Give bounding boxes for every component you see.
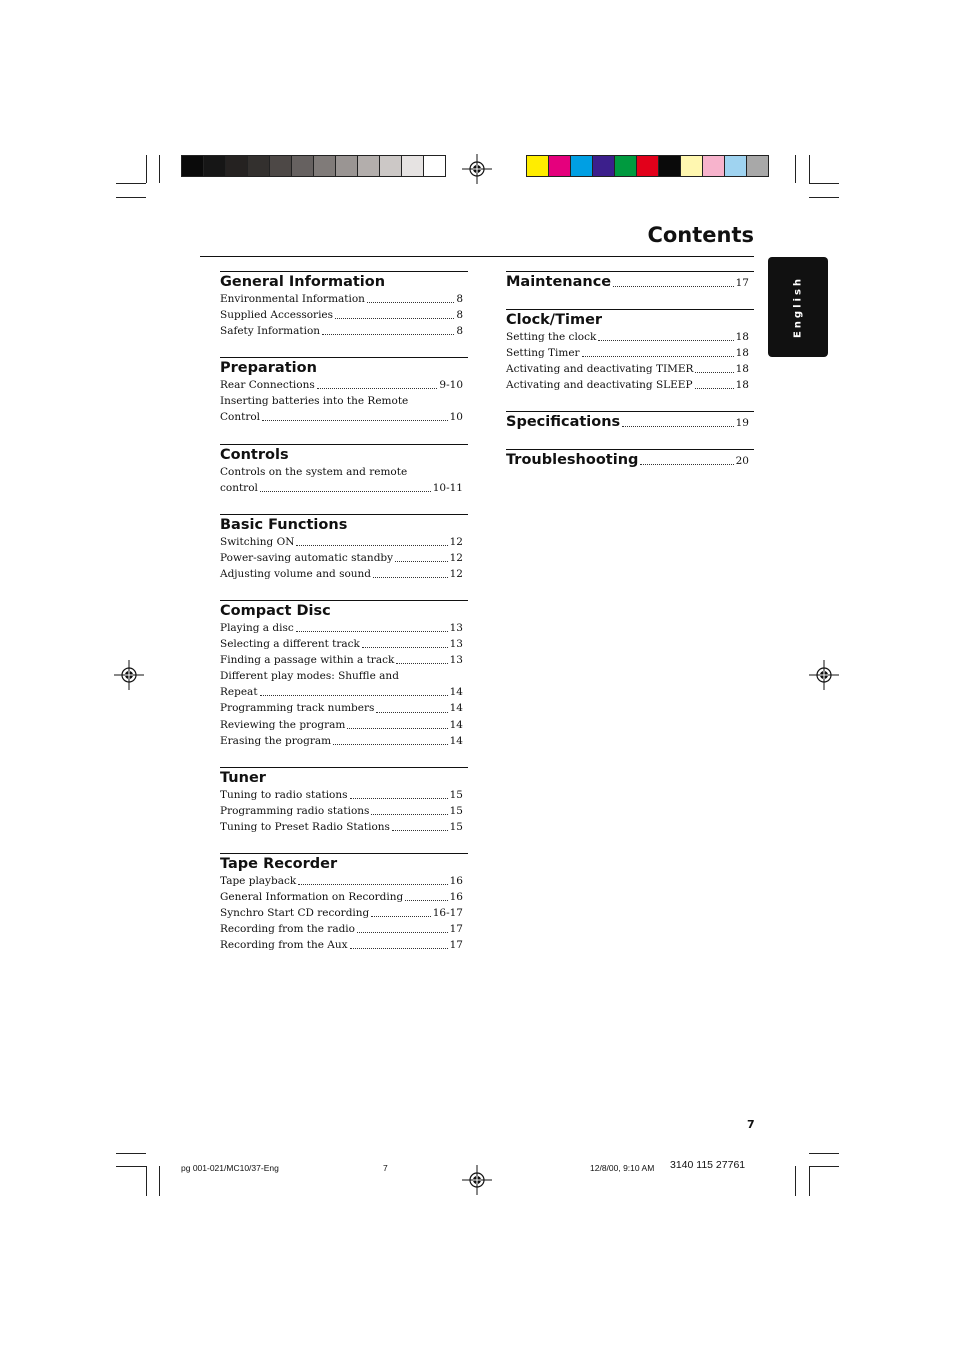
toc-entry-page: 18 xyxy=(735,347,749,360)
section-heading: Preparation xyxy=(220,360,317,376)
grayscale-swatch xyxy=(270,156,292,176)
toc-entry-label: Switching ON xyxy=(220,536,295,548)
dot-leader xyxy=(260,694,448,696)
title-rule xyxy=(200,256,754,257)
toc-entry-label: Tape playback xyxy=(220,875,297,887)
toc-entry xyxy=(220,409,463,425)
toc-entry-label: Tuning to radio stations xyxy=(220,789,348,801)
section-heading: Troubleshooting xyxy=(506,452,639,468)
dot-leader xyxy=(322,333,454,335)
dot-leader xyxy=(373,576,448,578)
toc-entry-label: Environmental Information xyxy=(220,293,365,305)
toc-entry xyxy=(220,937,463,953)
toc-entry xyxy=(220,291,463,307)
toc-entry xyxy=(220,464,463,480)
page-number-footer: 7 xyxy=(747,1118,755,1131)
section-controls xyxy=(220,444,468,496)
section-preparation xyxy=(220,357,468,425)
toc-entry xyxy=(220,307,463,323)
section-compact-disc xyxy=(220,600,468,749)
toc-entry xyxy=(220,377,463,393)
toc-entry-label: Selecting a different track xyxy=(220,638,360,651)
toc-entry-label: Synchro Start CD recording xyxy=(220,907,370,920)
toc-entry-label: Erasing the program xyxy=(220,734,332,747)
toc-entry-label: Adjusting volume and sound xyxy=(220,568,372,581)
toc-entry-label: Setting Timer xyxy=(506,347,580,360)
color-swatch xyxy=(571,156,593,176)
dot-leader xyxy=(695,387,734,389)
section-heading: Maintenance xyxy=(506,274,612,290)
dot-leader xyxy=(296,630,448,632)
toc-entry-page: 18 xyxy=(735,331,749,343)
dot-leader xyxy=(335,317,454,319)
toc-entry xyxy=(220,550,463,566)
page-number: 19 xyxy=(735,417,749,429)
dot-leader xyxy=(333,743,448,745)
dot-leader xyxy=(317,387,438,389)
toc-entry-page: 9-10 xyxy=(439,379,463,391)
registration-mark-bottom-icon xyxy=(462,1165,492,1195)
page-number: 20 xyxy=(735,455,749,467)
grayscale-swatch xyxy=(314,156,336,176)
color-swatch xyxy=(659,156,681,176)
color-swatch xyxy=(747,156,768,176)
toc-entry xyxy=(220,733,463,749)
page-number: 17 xyxy=(735,277,749,289)
toc-entry-label: Rear Connections xyxy=(220,379,315,391)
toc-entry-label: Supplied Accessories xyxy=(220,309,334,322)
toc-entry xyxy=(220,921,463,937)
toc-entry xyxy=(220,566,463,582)
dot-leader xyxy=(405,899,447,901)
footer-code: 3140 115 27761 xyxy=(670,1159,746,1171)
grayscale-swatch xyxy=(336,156,358,176)
toc-entry xyxy=(220,323,463,339)
toc-entry xyxy=(220,787,463,803)
footer-file: pg 001-021/MC10/37-Eng xyxy=(181,1163,279,1173)
toc-entry-label: Power-saving automatic standby xyxy=(220,552,394,565)
dot-leader xyxy=(396,662,447,664)
toc-entry xyxy=(220,803,463,819)
toc-entry xyxy=(220,873,463,889)
toc-entry-label: Inserting batteries into the Remote xyxy=(220,395,409,408)
dot-leader xyxy=(371,915,430,917)
dot-leader xyxy=(392,829,448,831)
section-specifications xyxy=(506,411,754,431)
toc-entry xyxy=(506,377,749,393)
toc-entry-label: Controls on the system and remote xyxy=(220,466,408,478)
dot-leader xyxy=(695,371,733,373)
section-basic-functions xyxy=(220,514,468,582)
toc-entry-label: Different play modes: Shuffle and xyxy=(220,670,399,683)
toc-entry-page: 13 xyxy=(449,654,463,667)
section-heading: Tape Recorder xyxy=(220,856,338,872)
toc-entry xyxy=(506,345,749,361)
dot-leader xyxy=(613,285,733,287)
dot-leader xyxy=(598,339,733,341)
color-swatch xyxy=(527,156,549,176)
color-swatch xyxy=(549,156,571,176)
registration-mark-right-icon xyxy=(809,660,839,690)
toc-entry-label: Safety Information xyxy=(220,325,321,338)
toc-entry xyxy=(506,329,749,345)
toc-entry-label: Reviewing the program xyxy=(220,718,346,731)
toc-entry xyxy=(220,393,463,409)
toc-entry xyxy=(220,668,463,684)
grayscale-swatch xyxy=(424,156,445,176)
toc-entry-page: 13 xyxy=(449,638,463,651)
dot-leader xyxy=(296,544,447,546)
section-heading: General Information xyxy=(220,274,386,290)
toc-entry-label: Activating and deactivating TIMER xyxy=(506,363,694,376)
toc-entry xyxy=(220,480,463,496)
toc-entry-label: Programming track numbers xyxy=(220,702,375,715)
section-heading: Compact Disc xyxy=(220,603,331,619)
grayscale-swatch xyxy=(248,156,270,176)
language-tab xyxy=(768,257,828,357)
section-heading: Tuner xyxy=(220,770,266,786)
dot-leader xyxy=(395,560,448,562)
grayscale-swatch xyxy=(402,156,424,176)
toc-entry-page: 17 xyxy=(449,923,463,936)
toc-entry-page: 15 xyxy=(449,789,463,801)
toc-entry-label: Setting the clock xyxy=(506,331,597,343)
toc-entry-page: 16 xyxy=(449,875,463,887)
toc-entry-label: Activating and deactivating SLEEP xyxy=(506,379,693,392)
grayscale-swatch xyxy=(204,156,226,176)
section-general-information xyxy=(220,271,468,339)
toc-entry-page: 18 xyxy=(735,379,749,392)
registration-mark-left-icon xyxy=(114,660,144,690)
section-tuner xyxy=(220,767,468,835)
toc-entry xyxy=(220,620,463,636)
toc-entry xyxy=(220,700,463,716)
toc-entry xyxy=(220,819,463,835)
color-swatch xyxy=(593,156,615,176)
toc-entry-page: 12 xyxy=(449,536,463,548)
registration-mark-top-icon xyxy=(462,154,492,184)
toc-entry-page: 13 xyxy=(449,622,463,634)
color-swatch xyxy=(725,156,747,176)
color-swatch xyxy=(681,156,703,176)
dot-leader xyxy=(362,646,448,648)
toc-entry-label: Programming radio stations xyxy=(220,805,370,818)
footer-page: 7 xyxy=(383,1163,388,1173)
toc-entry-page: 10 xyxy=(449,411,463,424)
section-clock-timer xyxy=(506,309,754,393)
toc-entry-page: 16 xyxy=(449,891,463,904)
toc-entry xyxy=(506,361,749,377)
toc-entry xyxy=(220,684,463,700)
toc-entry-page: 8 xyxy=(456,293,463,305)
section-heading: Basic Functions xyxy=(220,517,348,533)
toc-entry-page: 18 xyxy=(735,363,749,376)
section-tape-recorder xyxy=(220,853,468,953)
dot-leader xyxy=(357,931,448,933)
toc-entry-page: 15 xyxy=(449,821,463,834)
color-swatch xyxy=(615,156,637,176)
toc-entry-label: Finding a passage within a track xyxy=(220,654,395,667)
toc-entry xyxy=(220,636,463,652)
footer-timestamp: 12/8/00, 9:10 AM xyxy=(590,1163,655,1173)
section-heading: Controls xyxy=(220,447,289,463)
grayscale-swatch xyxy=(182,156,204,176)
section-maintenance xyxy=(506,271,754,291)
toc-entry-label: Playing a disc xyxy=(220,622,294,634)
toc-entry xyxy=(220,889,463,905)
dot-leader xyxy=(582,355,734,357)
toc-entry-page: 8 xyxy=(456,325,463,338)
toc-entry-label: control xyxy=(220,482,258,495)
toc-entry-label: Tuning to Preset Radio Stations xyxy=(220,821,390,834)
section-heading: Clock/Timer xyxy=(506,312,603,328)
dot-leader xyxy=(298,883,447,885)
toc-entry-page: 15 xyxy=(449,805,463,818)
toc-entry xyxy=(220,717,463,733)
dot-leader xyxy=(640,463,733,465)
toc-entry-page: 12 xyxy=(449,568,463,581)
toc-entry-label: Control xyxy=(220,411,261,424)
toc-entry-page: 16-17 xyxy=(432,907,463,920)
section-heading: Specifications xyxy=(506,414,621,430)
page-title: Contents xyxy=(647,223,754,247)
dot-leader xyxy=(376,711,447,713)
language-tab-label: English xyxy=(792,275,804,339)
toc-entry-label: Recording from the radio xyxy=(220,923,355,936)
grayscale-swatch xyxy=(292,156,314,176)
color-swatch xyxy=(703,156,725,176)
toc-entry-page: 14 xyxy=(449,702,463,715)
toc-entry-page: 8 xyxy=(456,309,463,322)
toc-entry-label: General Information on Recording xyxy=(220,891,404,904)
toc-entry-label: Recording from the Aux xyxy=(220,939,348,952)
dot-leader xyxy=(347,727,447,729)
toc-entry-page: 14 xyxy=(449,686,463,699)
toc-entry-page: 14 xyxy=(449,718,463,731)
grayscale-calibration-bar xyxy=(181,155,446,177)
color-calibration-bar xyxy=(526,155,769,177)
dot-leader xyxy=(350,947,448,949)
color-swatch xyxy=(637,156,659,176)
toc-entry-page: 10-11 xyxy=(432,482,463,495)
toc-entry-page: 14 xyxy=(449,734,463,747)
dot-leader xyxy=(622,425,733,427)
dot-leader xyxy=(350,797,448,799)
toc-entry xyxy=(220,652,463,668)
grayscale-swatch xyxy=(226,156,248,176)
toc-entry-page: 12 xyxy=(449,552,463,565)
dot-leader xyxy=(367,301,454,303)
toc-entry-label: Repeat xyxy=(220,686,258,699)
section-troubleshooting xyxy=(506,449,754,469)
dot-leader xyxy=(260,490,431,492)
dot-leader xyxy=(262,419,448,421)
toc-entry xyxy=(220,905,463,921)
grayscale-swatch xyxy=(380,156,402,176)
dot-leader xyxy=(371,813,447,815)
toc-entry xyxy=(220,534,463,550)
toc-entry-page: 17 xyxy=(449,939,463,952)
grayscale-swatch xyxy=(358,156,380,176)
